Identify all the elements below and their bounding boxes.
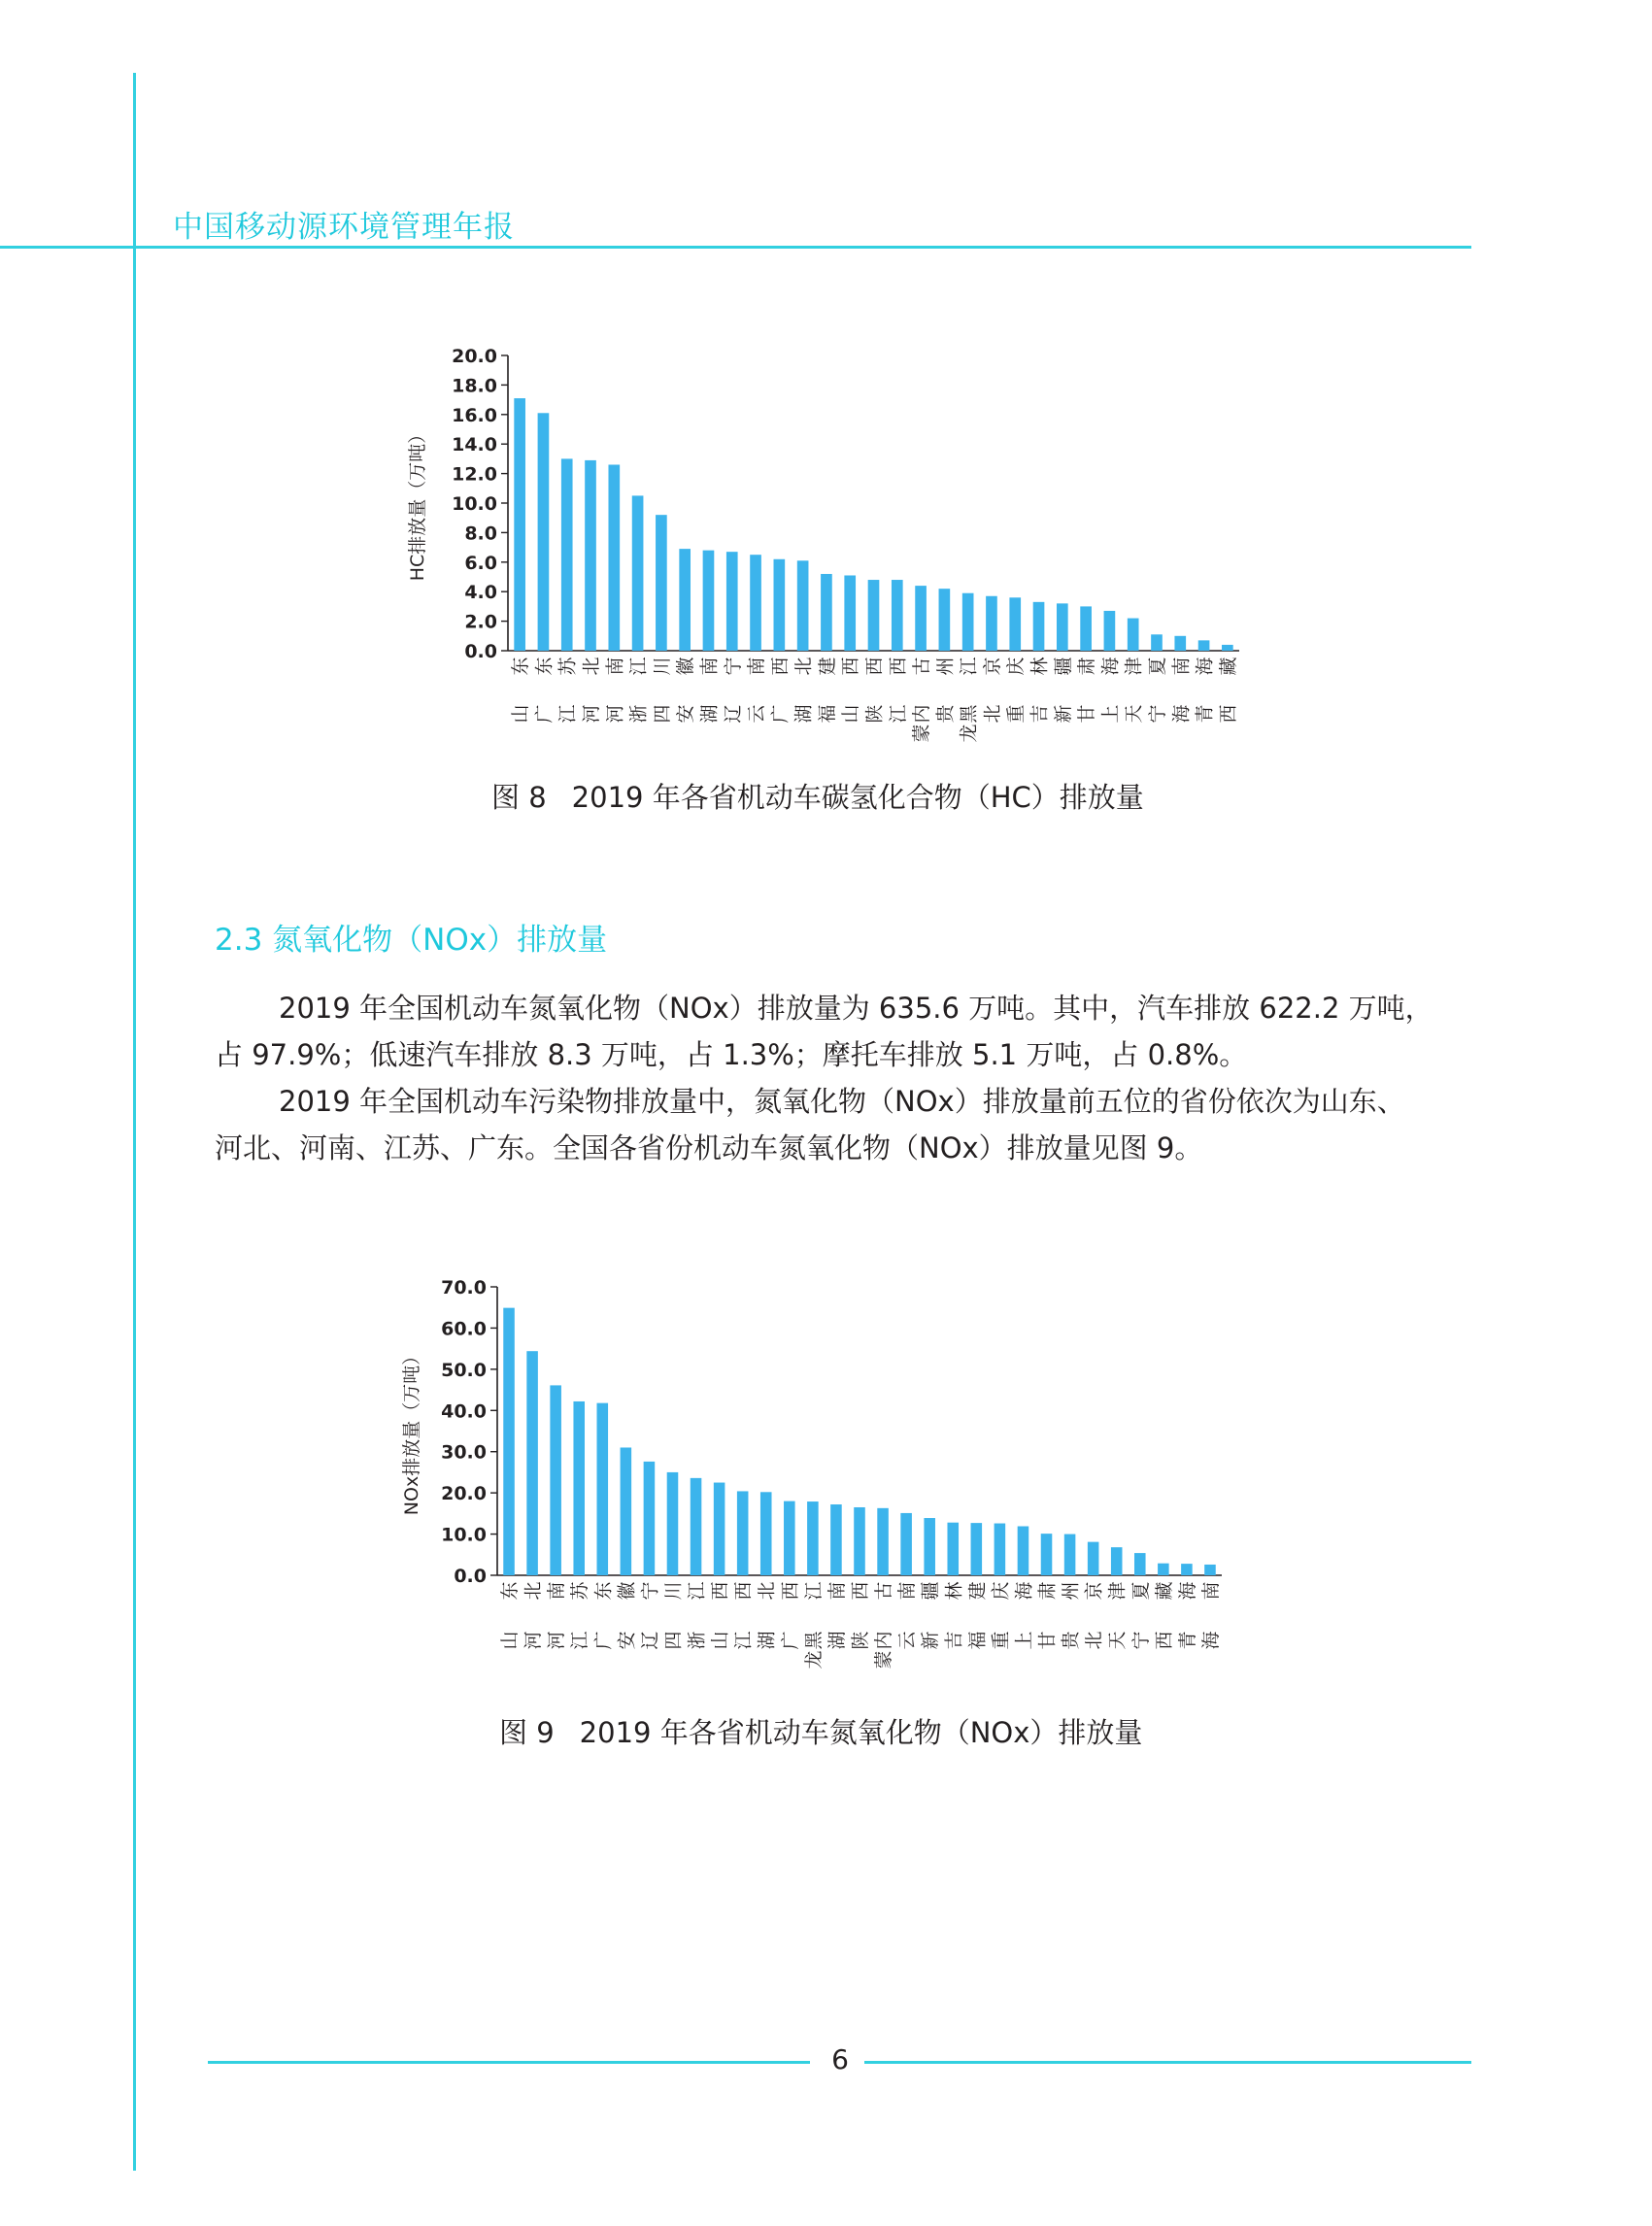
bar-甘肃	[1080, 606, 1092, 651]
chart-2-plot	[401, 1277, 1222, 1670]
x-tick-char: 宁	[722, 657, 744, 676]
x-tick-char: 山	[510, 704, 532, 724]
x-tick-char: 湖	[826, 1631, 848, 1650]
bar-河南	[608, 464, 620, 651]
bar-河北	[585, 460, 596, 651]
x-tick-char: 甘	[1076, 704, 1098, 724]
bar-天津	[1128, 619, 1139, 651]
bar-山西	[844, 575, 856, 651]
bar-湖北	[760, 1492, 772, 1575]
bar-安徽	[621, 1447, 632, 1575]
x-tick-char: 吉	[1028, 704, 1051, 724]
x-tick-char: 辽	[722, 704, 744, 724]
x-tick-char: 西	[709, 1581, 731, 1601]
paragraph-2-line-1: 2019 年全国机动车污染物排放量中，氮氧化物（NOx）排放量前五位的省份依次为山东、	[279, 1085, 1405, 1118]
x-tick-char: 青	[1194, 704, 1216, 724]
bar-内蒙古	[915, 586, 927, 651]
x-tick-char: 西	[840, 657, 862, 676]
bar-宁夏	[1151, 634, 1163, 651]
x-tick-char: 江	[958, 657, 980, 676]
bar-北京	[1088, 1542, 1099, 1575]
bar-青海	[1181, 1564, 1193, 1575]
x-tick-char: 福	[966, 1631, 989, 1650]
x-tick-char: 广	[592, 1631, 615, 1650]
bar-上海	[1104, 611, 1116, 651]
bar-吉林	[1033, 602, 1045, 651]
x-tick-char: 海	[1099, 657, 1122, 676]
x-tick-char: 河	[546, 1631, 568, 1650]
x-tick-char: 宁	[1129, 1631, 1152, 1650]
x-tick-char: 北	[1083, 1631, 1105, 1650]
x-tick-char: 东	[592, 1581, 615, 1601]
x-tick-char: 宁	[1146, 704, 1168, 724]
x-tick-char: 江	[732, 1631, 755, 1650]
x-tick-char: 疆	[920, 1581, 942, 1601]
x-tick-char: 四	[662, 1631, 685, 1650]
x-tick-char: 内	[911, 704, 933, 724]
bar-湖南	[703, 551, 715, 651]
section-heading: 2.3 氮氧化物（NOx）排放量	[215, 923, 608, 958]
x-tick-char: 北	[581, 657, 603, 676]
y-axis-title: NOx排放量（万吨）	[401, 1346, 422, 1516]
x-tick-char: 古	[873, 1581, 895, 1601]
x-tick-char: 浙	[686, 1631, 708, 1650]
x-tick-char: 湖	[756, 1631, 778, 1650]
x-tick-char: 海	[1176, 1581, 1198, 1601]
bar-甘肃	[1041, 1534, 1053, 1575]
y-tick-label: 4.0	[464, 582, 497, 604]
x-tick-char: 京	[1083, 1581, 1105, 1601]
x-tick-char: 夏	[1146, 657, 1168, 676]
x-tick-char: 山	[709, 1631, 731, 1650]
x-tick-char: 庆	[1005, 657, 1028, 676]
x-tick-char: 贵	[934, 704, 957, 724]
bar-辽宁	[644, 1462, 656, 1575]
x-tick-char: 疆	[1052, 657, 1074, 676]
x-tick-char: 重	[990, 1631, 1012, 1650]
x-tick-char: 山	[840, 704, 862, 724]
bar-重庆	[995, 1524, 1006, 1575]
x-tick-char: 藏	[1153, 1581, 1175, 1601]
x-tick-char: 西	[779, 1581, 801, 1601]
bar-安徽	[679, 549, 691, 651]
bar-广西	[784, 1501, 795, 1575]
x-tick-char: 西	[1217, 704, 1239, 724]
x-tick-char: 海	[1199, 1631, 1222, 1650]
x-tick-char: 南	[1199, 1581, 1222, 1601]
x-tick-char: 天	[1106, 1631, 1129, 1650]
y-tick-label: 50.0	[441, 1359, 487, 1381]
y-tick-label: 70.0	[441, 1277, 487, 1298]
figure-8-number: 图 8	[491, 781, 547, 814]
bar-福建	[821, 574, 832, 651]
x-tick-char: 州	[1060, 1581, 1082, 1601]
bar-福建	[971, 1523, 983, 1575]
bar-吉林	[947, 1523, 959, 1575]
x-tick-char: 肃	[1076, 657, 1098, 676]
x-tick-char: 京	[981, 657, 1003, 676]
x-tick-char: 内	[873, 1631, 895, 1650]
x-tick-char: 津	[1123, 657, 1145, 676]
bar-内蒙古	[877, 1508, 889, 1575]
bar-河南	[550, 1385, 561, 1575]
x-tick-char: 安	[616, 1631, 638, 1650]
y-tick-label: 10.0	[452, 493, 497, 515]
x-tick-char: 新	[920, 1631, 942, 1650]
y-tick-label: 0.0	[464, 641, 497, 662]
y-axis-title: HC排放量（万吨）	[407, 424, 428, 582]
bar-西藏	[1158, 1564, 1169, 1575]
bar-四川	[656, 515, 667, 651]
bar-广东	[538, 413, 550, 651]
x-tick-char: 南	[896, 1581, 919, 1601]
paragraph-2-line-2: 河北、河南、江苏、广东。全国各省份机动车氮氧化物（NOx）排放量见图 9。	[215, 1131, 1203, 1164]
bar-浙江	[632, 495, 644, 651]
y-tick-label: 14.0	[452, 434, 497, 456]
y-tick-label: 30.0	[441, 1441, 487, 1464]
x-tick-char: 南	[1170, 657, 1193, 676]
bar-新疆	[1057, 603, 1068, 651]
x-tick-char: 建	[816, 657, 838, 676]
x-tick-char: 徽	[616, 1581, 638, 1601]
report-title: 中国移动源环境管理年报	[173, 210, 515, 245]
y-tick-label: 8.0	[464, 523, 497, 545]
bar-重庆	[1009, 597, 1021, 651]
x-tick-char: 河	[523, 1631, 545, 1650]
x-tick-char: 贵	[1060, 1631, 1082, 1650]
bar-海南	[1174, 636, 1186, 651]
x-tick-char: 建	[966, 1581, 989, 1601]
chart-1-plot	[407, 346, 1239, 743]
bar-云南	[900, 1513, 912, 1575]
x-tick-char: 南	[604, 657, 626, 676]
x-tick-char: 海	[1170, 704, 1193, 724]
x-tick-char: 西	[887, 657, 909, 676]
bar-陕西	[868, 580, 880, 651]
bar-河北	[526, 1351, 538, 1575]
x-tick-char: 重	[1005, 704, 1028, 724]
figure-9-number: 图 9	[499, 1716, 555, 1749]
x-tick-char: 海	[1013, 1581, 1035, 1601]
x-tick-char: 浙	[627, 704, 650, 724]
y-tick-label: 40.0	[441, 1400, 487, 1423]
x-tick-char: 四	[651, 704, 673, 724]
x-tick-char: 南	[698, 657, 721, 676]
bar-江苏	[573, 1401, 585, 1575]
x-tick-char: 西	[1153, 1631, 1175, 1650]
bar-湖北	[797, 560, 809, 651]
x-tick-char: 河	[581, 704, 603, 724]
y-tick-label: 20.0	[441, 1483, 487, 1505]
x-tick-char: 南	[746, 657, 768, 676]
x-tick-char: 宁	[639, 1581, 661, 1601]
x-tick-char: 徽	[675, 657, 697, 676]
footer-rule-right	[864, 2061, 1471, 2064]
x-tick-char: 上	[1013, 1631, 1035, 1650]
y-tick-label: 0.0	[454, 1566, 487, 1587]
y-tick-label: 20.0	[452, 346, 497, 367]
x-tick-char: 林	[1028, 657, 1051, 676]
x-tick-char: 黑	[958, 704, 980, 724]
bar-北京	[986, 596, 997, 651]
y-tick-label: 2.0	[464, 611, 497, 633]
x-tick-char: 安	[675, 704, 697, 724]
x-tick-char: 湖	[792, 704, 815, 724]
bar-山东	[503, 1308, 515, 1575]
bar-黑龙江	[962, 593, 974, 651]
x-tick-char: 苏	[556, 657, 579, 676]
left-accent-line	[133, 73, 136, 2171]
x-tick-char: 西	[850, 1581, 871, 1601]
bar-海南	[1204, 1565, 1216, 1575]
bar-西藏	[1222, 645, 1233, 651]
y-tick-label: 60.0	[441, 1318, 487, 1340]
bar-贵州	[1064, 1535, 1076, 1575]
x-tick-char: 林	[943, 1581, 965, 1601]
x-tick-char: 龙	[802, 1650, 825, 1670]
x-tick-char: 川	[662, 1581, 685, 1601]
x-tick-char: 西	[863, 657, 886, 676]
x-tick-char: 藏	[1217, 657, 1239, 676]
y-tick-label: 6.0	[464, 552, 497, 574]
x-tick-char: 上	[1099, 704, 1122, 724]
x-tick-char: 辽	[639, 1631, 661, 1650]
x-tick-char: 南	[826, 1581, 848, 1601]
bar-陕西	[854, 1507, 865, 1575]
x-tick-char: 蒙	[911, 724, 933, 743]
y-tick-label: 10.0	[441, 1524, 487, 1546]
bar-广西	[774, 559, 786, 651]
x-tick-char: 东	[499, 1581, 522, 1601]
x-tick-char: 福	[816, 704, 838, 724]
bar-江西	[892, 580, 903, 651]
bar-山东	[514, 398, 525, 651]
x-tick-char: 湖	[698, 704, 721, 724]
bar-广东	[597, 1403, 609, 1575]
bar-山西	[714, 1483, 725, 1575]
x-tick-char: 州	[934, 657, 957, 676]
x-tick-char: 云	[746, 704, 768, 724]
x-tick-char: 青	[1176, 1631, 1198, 1650]
x-tick-char: 西	[732, 1581, 755, 1601]
x-tick-char: 广	[779, 1631, 801, 1650]
x-tick-char: 黑	[802, 1631, 825, 1650]
x-tick-char: 山	[499, 1631, 522, 1650]
bar-云南	[750, 555, 761, 651]
y-tick-label: 16.0	[452, 404, 497, 426]
x-tick-char: 天	[1123, 704, 1145, 724]
x-tick-char: 河	[604, 704, 626, 724]
x-tick-char: 江	[887, 704, 909, 724]
x-tick-char: 新	[1052, 704, 1074, 724]
bar-辽宁	[726, 552, 738, 651]
bar-新疆	[924, 1518, 935, 1575]
x-tick-char: 陕	[850, 1631, 871, 1650]
bar-江西	[737, 1491, 749, 1575]
x-tick-char: 津	[1106, 1581, 1129, 1601]
x-tick-char: 东	[510, 657, 532, 676]
paragraph-1-line-1: 2019 年全国机动车氮氧化物（NOx）排放量为 635.6 万吨。其中，汽车排放 622.2 万吨，	[279, 992, 1433, 1025]
figure-8-caption	[491, 776, 1144, 816]
x-tick-char: 川	[651, 657, 673, 676]
figure-9-title: 2019 年各省机动车氮氧化物（NOx）排放量	[579, 1716, 1143, 1749]
x-tick-char: 云	[896, 1631, 919, 1650]
x-tick-char: 江	[556, 704, 579, 724]
x-tick-char: 广	[533, 704, 556, 724]
x-tick-char: 南	[546, 1581, 568, 1601]
x-tick-char: 江	[569, 1631, 591, 1650]
bar-江苏	[561, 458, 573, 651]
x-tick-char: 甘	[1036, 1631, 1059, 1650]
x-tick-char: 北	[756, 1581, 778, 1601]
x-tick-char: 广	[769, 704, 792, 724]
x-tick-char: 蒙	[873, 1650, 895, 1670]
x-tick-char: 吉	[943, 1631, 965, 1650]
x-tick-char: 东	[533, 657, 556, 676]
paragraph-1-line-2: 占 97.9%；低速汽车排放 8.3 万吨，占 1.3%；摩托车排放 5.1 万吨，占 0.8%。	[215, 1038, 1248, 1071]
x-tick-char: 古	[911, 657, 933, 676]
x-tick-char: 肃	[1036, 1581, 1059, 1601]
x-tick-char: 夏	[1129, 1581, 1152, 1601]
x-tick-char: 海	[1194, 657, 1216, 676]
header-rule	[0, 246, 1471, 249]
bar-宁夏	[1134, 1553, 1146, 1575]
paragraph-1	[215, 985, 1448, 1078]
x-tick-char: 北	[523, 1581, 545, 1601]
x-tick-char: 西	[769, 657, 792, 676]
bar-四川	[667, 1472, 679, 1575]
y-tick-label: 18.0	[452, 375, 497, 397]
page-number: 6	[831, 2043, 849, 2075]
x-tick-char: 江	[627, 657, 650, 676]
bar-黑龙江	[807, 1501, 819, 1575]
x-tick-char: 龙	[958, 724, 980, 743]
x-tick-char: 陕	[863, 704, 886, 724]
bar-天津	[1111, 1547, 1123, 1575]
figure-9-caption	[499, 1711, 1142, 1751]
bar-湖南	[830, 1504, 842, 1575]
x-tick-char: 北	[792, 657, 815, 676]
bar-浙江	[691, 1478, 702, 1575]
bar-上海	[1018, 1527, 1029, 1575]
paragraph-2	[215, 1078, 1448, 1171]
x-tick-char: 苏	[569, 1581, 591, 1601]
figure-8-title: 2019 年各省机动车碳氢化合物（HC）排放量	[571, 781, 1144, 814]
footer-rule-left	[208, 2061, 810, 2064]
x-tick-char: 江	[686, 1581, 708, 1601]
x-tick-char: 北	[981, 704, 1003, 724]
bar-贵州	[939, 589, 951, 651]
y-tick-label: 12.0	[452, 463, 497, 486]
x-tick-char: 庆	[990, 1581, 1012, 1601]
bar-青海	[1198, 640, 1210, 651]
x-tick-char: 江	[802, 1581, 825, 1601]
